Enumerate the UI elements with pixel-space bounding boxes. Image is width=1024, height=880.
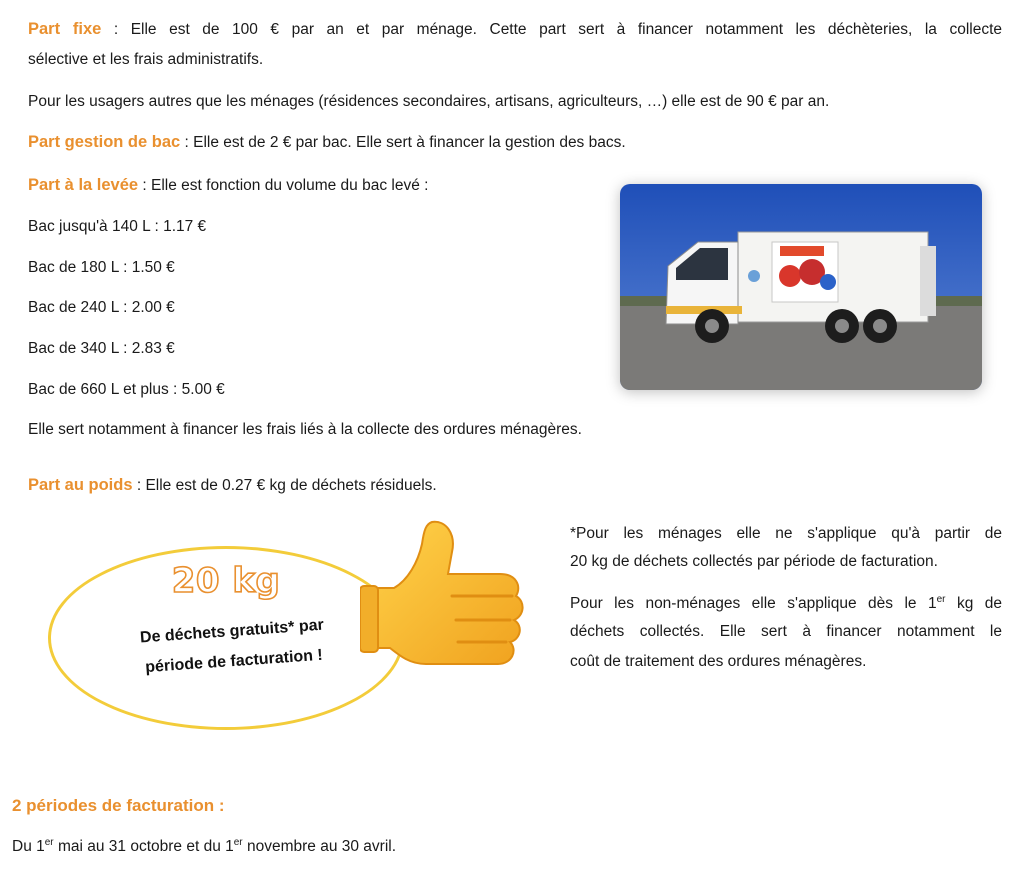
bac-item-340: Bac de 340 L : 2.83 € bbox=[28, 340, 175, 357]
thumbs-up-icon bbox=[360, 516, 530, 701]
periodes-sup1: er bbox=[44, 836, 54, 848]
note-line3-a: Pour les non-ménages elle s'applique dès le 1 bbox=[570, 595, 937, 612]
note-line1: *Pour les ménages elle ne s'applique qu'à partir de bbox=[570, 525, 1002, 542]
part-poids-text: : Elle est de 0.27 € kg de déchets résiduels. bbox=[132, 477, 437, 494]
bac-item-660: Bac de 660 L et plus : 5.00 € bbox=[28, 381, 225, 398]
part-levee-heading: Part à la levée bbox=[28, 176, 139, 194]
note-line2: 20 kg de déchets collectés par période de facturation. bbox=[570, 553, 938, 570]
periodes-heading bbox=[12, 792, 225, 820]
part-bac-text: : Elle est de 2 € par bac. Elle sert à financer la gestion des bacs. bbox=[180, 134, 626, 151]
periodes-text bbox=[12, 833, 396, 860]
part-fixe-line1 bbox=[28, 16, 1002, 43]
part-fixe-line2: sélective et les frais administratifs. bbox=[28, 51, 264, 68]
note-line3 bbox=[570, 590, 1002, 617]
part-levee-text: : Elle est fonction du volume du bac levé : bbox=[138, 177, 429, 194]
free-waste-amount: 20 kg bbox=[171, 561, 281, 601]
bac-item-140: Bac jusqu'à 140 L : 1.17 € bbox=[28, 218, 207, 235]
free-waste-caption bbox=[101, 608, 365, 686]
bac-item-240: Bac de 240 L : 2.00 € bbox=[28, 299, 175, 316]
part-bac-paragraph bbox=[28, 129, 626, 156]
bac-item-180: Bac de 180 L : 1.50 € bbox=[28, 259, 175, 276]
periodes-heading-text: 2 périodes de facturation : bbox=[12, 796, 225, 815]
garbage-truck-photo bbox=[620, 184, 982, 390]
part-poids-heading: Part au poids bbox=[28, 476, 133, 494]
part-levee-paragraph bbox=[28, 172, 428, 199]
part-poids-paragraph bbox=[28, 472, 437, 499]
periodes-sup2: er bbox=[233, 836, 243, 848]
periodes-text-c: novembre au 30 avril. bbox=[242, 838, 397, 855]
note-line4: déchets collectés. Elle sert à financer notamment le bbox=[570, 623, 1002, 640]
note-line5: coût de traitement des ordures ménagères. bbox=[570, 653, 867, 670]
part-fixe-line3: Pour les usagers autres que les ménages (résidences secondaires, artisans, agriculteurs, …) elle est de 90 € par an. bbox=[28, 93, 830, 110]
free-waste-caption-line1: De déchets gratuits* par bbox=[139, 616, 325, 647]
free-waste-bubble bbox=[48, 546, 404, 730]
part-fixe-text: : Elle est de 100 € par an et par ménage. Cette part sert à financer notamment les déchèteries, la collecte bbox=[101, 21, 1002, 38]
part-fixe-heading: Part fixe bbox=[28, 20, 102, 38]
note-line3-sup: er bbox=[936, 593, 946, 605]
free-waste-caption-line2: période de facturation ! bbox=[144, 646, 324, 677]
periodes-text-a: Du 1 bbox=[12, 838, 45, 855]
note-line3-b: kg de bbox=[945, 595, 1003, 612]
part-bac-heading: Part gestion de bac bbox=[28, 133, 181, 151]
periodes-text-b: mai au 31 octobre et du 1 bbox=[53, 838, 234, 855]
part-levee-footer: Elle sert notamment à financer les frais liés à la collecte des ordures ménagères. bbox=[28, 421, 582, 438]
